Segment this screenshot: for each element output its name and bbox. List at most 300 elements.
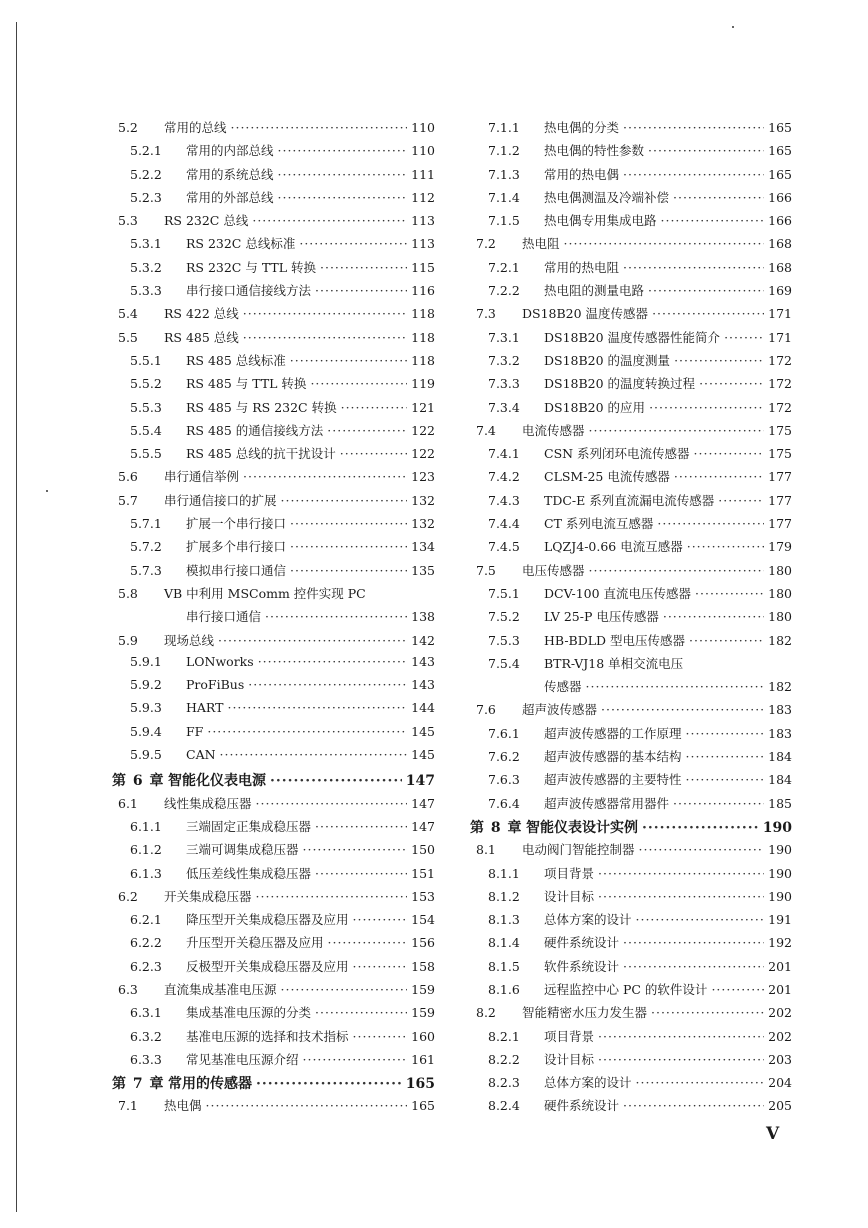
toc-leader-dots: [327, 423, 407, 438]
toc-column-right: [470, 118, 792, 1120]
toc-entry[interactable]: [112, 631, 435, 654]
toc-entry[interactable]: [470, 374, 792, 397]
toc-leader-dots: [598, 1052, 764, 1067]
toc-leader-dots: [564, 236, 764, 251]
toc-entry-title: 常用的系统总线: [186, 166, 274, 182]
toc-entry-number: 7.1.5: [488, 213, 520, 229]
toc-entry-page: 138: [411, 609, 435, 625]
toc-entry-title: LV 25-P 电压传感器: [544, 609, 659, 625]
toc-entry-title: 热电偶: [164, 1098, 202, 1114]
toc-entry-page: 201: [768, 958, 792, 974]
toc-entry[interactable]: [470, 561, 792, 584]
toc-leader-dots: [586, 679, 764, 694]
toc-entry-number: 7.6.2: [488, 749, 520, 765]
toc-entry[interactable]: [470, 840, 792, 863]
toc-entry-title: 热电偶专用集成电路: [544, 213, 657, 229]
toc-entry-number: 7.5.1: [488, 585, 520, 601]
toc-leader-dots: [674, 469, 764, 484]
toc-entry[interactable]: [112, 770, 435, 793]
toc-entry-page: 175: [768, 422, 792, 438]
toc-entry[interactable]: [470, 351, 792, 374]
toc-leader-dots: [340, 446, 407, 461]
toc-entry-page: 205: [768, 1098, 792, 1114]
toc-entry-title: DCV-100 直流电压传感器: [544, 585, 692, 601]
toc-entry-number: 7.3: [476, 306, 496, 322]
toc-leader-dots: [695, 586, 764, 601]
toc-entry-number: 5.3.3: [130, 283, 162, 299]
toc-entry-number: 5.5.5: [130, 446, 162, 462]
toc-entry-title: VB 中利用 MSComm 控件实现 PC: [164, 585, 366, 601]
toc-entry[interactable]: [470, 304, 792, 327]
toc-entry[interactable]: [112, 864, 435, 887]
toc-entry-page: 160: [411, 1028, 435, 1044]
toc-entry-page: 182: [768, 632, 792, 648]
toc-entry[interactable]: [112, 1027, 435, 1050]
toc-entry[interactable]: [470, 537, 792, 560]
toc-entry[interactable]: [112, 165, 435, 188]
toc-entry-title: 低压差线性集成稳压器: [186, 865, 312, 881]
toc-entry[interactable]: [112, 700, 435, 723]
toc-entry[interactable]: [470, 444, 792, 467]
toc-entry-number: 6.1.1: [130, 818, 162, 834]
toc-leader-dots: [303, 842, 407, 857]
toc-entry-number: 5.5.4: [130, 422, 162, 438]
toc-entry-page: 156: [411, 935, 435, 951]
toc-entry[interactable]: [470, 1096, 792, 1119]
toc-entry-title: RS 232C 总线: [164, 213, 249, 229]
toc-leader-dots: [623, 935, 764, 950]
toc-leader-dots: [290, 516, 407, 531]
toc-leader-dots: [686, 726, 764, 741]
toc-entry-title: 硬件系统设计: [544, 1098, 620, 1114]
toc-entry-page: 113: [411, 236, 435, 252]
page-edge-line: [16, 22, 17, 1212]
toc-leader-dots: [303, 1052, 407, 1067]
toc-entry[interactable]: [112, 304, 435, 327]
toc-entry-number: 7.4.4: [488, 516, 520, 532]
toc-entry-number: 6.1.2: [130, 842, 162, 858]
toc-entry[interactable]: [112, 561, 435, 584]
toc-entry-title: 模拟串行接口通信: [186, 562, 287, 578]
toc-entry[interactable]: [470, 677, 792, 700]
toc-entry[interactable]: [112, 980, 435, 1003]
toc-leader-dots: [598, 1029, 764, 1044]
toc-entry-title: CAN: [186, 747, 216, 763]
toc-leader-dots: [256, 1076, 402, 1092]
toc-entry[interactable]: [470, 141, 792, 164]
toc-entry[interactable]: [470, 467, 792, 490]
toc-entry[interactable]: [470, 281, 792, 304]
toc-leader-dots: [601, 702, 764, 717]
toc-entry[interactable]: [470, 631, 792, 654]
toc-entry[interactable]: [112, 910, 435, 933]
toc-entry[interactable]: [470, 1003, 792, 1026]
toc-leader-dots: [315, 283, 407, 298]
toc-leader-dots: [673, 190, 764, 205]
toc-leader-dots: [315, 819, 407, 834]
toc-entry-page: 192: [768, 935, 792, 951]
toc-leader-dots: [320, 260, 407, 275]
toc-entry-number: 7.5: [476, 562, 496, 578]
toc-entry-number: 7.6.3: [488, 772, 520, 788]
toc-leader-dots: [315, 1005, 407, 1020]
toc-entry-number: 8.2: [476, 1005, 496, 1021]
toc-entry-page: 132: [411, 492, 435, 508]
toc-entry[interactable]: [112, 421, 435, 444]
toc-entry-title: 电流传感器: [522, 422, 585, 438]
toc-entry[interactable]: [112, 258, 435, 281]
toc-entry-number: 7.1.2: [488, 143, 520, 159]
toc-leader-dots: [290, 539, 407, 554]
toc-entry-number: 6.3: [118, 981, 138, 997]
toc-entry-page: 116: [411, 283, 435, 299]
toc-entry-title: 电动阀门智能控制器: [522, 842, 635, 858]
toc-entry[interactable]: [470, 700, 792, 723]
toc-entry-number: 8.2.2: [488, 1051, 520, 1067]
toc-entry[interactable]: [470, 817, 792, 840]
toc-leader-dots: [290, 563, 407, 578]
page-folio: V: [766, 1124, 780, 1144]
toc-entry[interactable]: [112, 444, 435, 467]
toc-entry[interactable]: [112, 351, 435, 374]
toc-entry-title: 升压型开关稳压器及应用: [186, 935, 324, 951]
toc-entry-title: RS 422 总线: [164, 306, 239, 322]
toc-entry[interactable]: [470, 887, 792, 910]
toc-entry-title: 智能精密水压力发生器: [522, 1005, 648, 1021]
toc-entry-title: 降压型开关集成稳压器及应用: [186, 912, 349, 928]
toc-entry-number: 5.5.2: [130, 376, 162, 392]
toc-entry-page: 145: [411, 747, 435, 763]
toc-column-left: [112, 118, 435, 1120]
toc-entry-number: 8.1.3: [488, 912, 520, 928]
toc-entry-number: 5.9.5: [130, 747, 162, 763]
toc-entry-page: 180: [768, 609, 792, 625]
toc-entry[interactable]: [470, 1050, 792, 1073]
toc-entry-page: 118: [411, 329, 435, 345]
toc-entry-title: HART: [186, 700, 224, 716]
toc-leader-dots: [623, 260, 764, 275]
toc-entry-page: 166: [768, 213, 792, 229]
toc-entry-number: 5.5: [118, 329, 138, 345]
toc-leader-dots: [657, 516, 764, 531]
toc-leader-dots: [636, 912, 764, 927]
toc-leader-dots: [686, 772, 764, 787]
toc-entry-page: 182: [768, 679, 792, 695]
toc-leader-dots: [270, 773, 402, 789]
toc-leader-dots: [243, 330, 407, 345]
toc-entry-title: 串行接口通信: [186, 609, 262, 625]
toc-entry[interactable]: [112, 234, 435, 257]
toc-leader-dots: [648, 143, 764, 158]
toc-entry-number: 5.8: [118, 585, 138, 601]
toc-entry-page: 171: [768, 306, 792, 322]
toc-entry-title: RS 232C 总线标准: [186, 236, 296, 252]
toc-entry-title: DS18B20 温度传感器: [522, 306, 649, 322]
toc-entry[interactable]: [470, 118, 792, 141]
toc-entry-number: 6.2.3: [130, 958, 162, 974]
toc-entry[interactable]: [112, 957, 435, 980]
toc-entry-page: 172: [768, 352, 792, 368]
toc-entry-number: 5.2.3: [130, 189, 162, 205]
toc-entry[interactable]: [112, 724, 435, 747]
toc-leader-dots: [652, 306, 764, 321]
toc-entry-title: 热电阻的测量电路: [544, 283, 645, 299]
toc-entry-number: 5.5.1: [130, 352, 162, 368]
toc-leader-dots: [231, 120, 407, 135]
toc-leader-dots: [310, 376, 407, 391]
toc-entry-page: 135: [411, 562, 435, 578]
toc-entry-number: 8.1: [476, 842, 496, 858]
toc-entry-title: HB-BDLD 型电压传感器: [544, 632, 686, 648]
toc-entry[interactable]: [112, 328, 435, 351]
toc-entry[interactable]: [112, 537, 435, 560]
toc-entry-title: CLSM-25 电流传感器: [544, 469, 670, 485]
toc-entry[interactable]: [112, 211, 435, 234]
toc-entry[interactable]: [112, 467, 435, 490]
toc-entry-number: 7.3.4: [488, 399, 520, 415]
toc-entry-title: 项目背景: [544, 1028, 595, 1044]
toc-entry[interactable]: [112, 1003, 435, 1026]
toc-entry-title: 硬件系统设计: [544, 935, 620, 951]
toc-entry-page: 190: [768, 888, 792, 904]
toc-entry-page: 123: [411, 469, 435, 485]
toc-entry-page: 121: [411, 399, 435, 415]
toc-entry-number: 5.3: [118, 213, 138, 229]
toc-entry[interactable]: [470, 1073, 792, 1096]
toc-entry[interactable]: [470, 188, 792, 211]
toc-leader-dots: [687, 539, 764, 554]
toc-entry-title: RS 485 的通信接线方法: [186, 422, 324, 438]
toc-entry-title: 串行通信接口的扩展: [164, 492, 277, 508]
toc-entry[interactable]: [470, 491, 792, 514]
toc-entry-title: 热电偶的分类: [544, 120, 620, 135]
toc-entry-page: 169: [768, 283, 792, 299]
toc-leader-dots: [353, 912, 407, 927]
toc-entry[interactable]: [112, 118, 435, 141]
toc-entry-title: 设计目标: [544, 888, 595, 904]
toc-entry[interactable]: [112, 281, 435, 304]
toc-entry[interactable]: [470, 328, 792, 351]
toc-entry-page: 118: [411, 352, 435, 368]
toc-entry[interactable]: [112, 1050, 435, 1073]
toc-entry-title: 超声波传感器常用器件: [544, 795, 670, 811]
toc-entry-page: 144: [411, 700, 435, 716]
toc-entry-number: 7.6.4: [488, 795, 520, 811]
toc-entry-title: 基准电压源的选择和技术指标: [186, 1028, 349, 1044]
toc-entry-number: 6.2.1: [130, 912, 162, 928]
toc-leader-dots: [718, 493, 764, 508]
toc-entry[interactable]: [470, 747, 792, 770]
toc-entry-title: RS 485 与 RS 232C 转换: [186, 399, 337, 415]
toc-leader-dots: [661, 213, 764, 228]
toc-entry[interactable]: [470, 514, 792, 537]
toc-entry[interactable]: [112, 514, 435, 537]
toc-entry-number: 6.1.3: [130, 865, 162, 881]
toc-entry-title: 设计目标: [544, 1051, 595, 1067]
toc-entry-number: 8.1.2: [488, 888, 520, 904]
toc-entry[interactable]: [470, 794, 792, 817]
toc-entry-title: 三端可调集成稳压器: [186, 842, 299, 858]
toc-entry-number: 7.1: [118, 1098, 138, 1114]
toc-entry-page: 134: [411, 539, 435, 555]
toc-entry[interactable]: [112, 584, 435, 607]
toc-entry[interactable]: [112, 817, 435, 840]
toc-leader-dots: [256, 796, 407, 811]
toc-leader-dots: [278, 143, 407, 158]
toc-entry-number: 5.2: [118, 120, 138, 135]
toc-leader-dots: [207, 724, 407, 739]
toc-entry-page: 172: [768, 399, 792, 415]
toc-entry[interactable]: [470, 258, 792, 281]
toc-entry-page: 202: [768, 1005, 792, 1021]
toc-entry-number: 第 8 章: [470, 819, 523, 836]
toc-entry-title: DS18B20 的应用: [544, 399, 646, 415]
toc-entry[interactable]: [470, 933, 792, 956]
toc-leader-dots: [623, 167, 764, 182]
toc-entry-title: CSN 系列闭环电流传感器: [544, 446, 690, 462]
toc-leader-dots: [623, 1098, 764, 1113]
toc-entry-title: 常用的传感器: [168, 1076, 252, 1093]
toc-entry[interactable]: [112, 141, 435, 164]
toc-entry-page: 184: [768, 772, 792, 788]
toc-entry-page: 175: [768, 446, 792, 462]
toc-entry[interactable]: [112, 887, 435, 910]
toc-leader-dots: [220, 747, 407, 762]
toc-entry[interactable]: [112, 933, 435, 956]
toc-entry-number: 6.3.2: [130, 1028, 162, 1044]
toc-leader-dots: [673, 796, 764, 811]
toc-leader-dots: [248, 677, 407, 692]
toc-entry-title: 直流集成基准电压源: [164, 981, 277, 997]
toc-entry-number: 7.5.2: [488, 609, 520, 625]
toc-entry-title: RS 485 总线: [164, 329, 239, 345]
toc-entry-number: 7.3.2: [488, 352, 520, 368]
toc-entry-page: 185: [768, 795, 792, 811]
toc-entry-number: 8.1.4: [488, 935, 520, 951]
toc-entry[interactable]: [470, 607, 792, 630]
toc-entry[interactable]: [470, 980, 792, 1003]
toc-entry-number: 第 7 章: [112, 1076, 165, 1093]
toc-entry[interactable]: [470, 421, 792, 444]
toc-entry-title: 线性集成稳压器: [164, 795, 252, 811]
toc-entry[interactable]: [470, 724, 792, 747]
toc-entry-page: 203: [768, 1051, 792, 1067]
toc-leader-dots: [243, 469, 407, 484]
toc-entry-title: RS 232C 与 TTL 转换: [186, 259, 316, 275]
toc-entry-page: 201: [768, 981, 792, 997]
toc-entry-title: ProFiBus: [186, 677, 245, 693]
toc-entry-page: 177: [768, 516, 792, 532]
toc-leader-dots: [243, 306, 407, 321]
toc-entry-title: TDC-E 系列直流漏电流传感器: [544, 492, 715, 508]
toc-entry[interactable]: [470, 770, 792, 793]
toc-entry-number: 7.2.1: [488, 259, 520, 275]
toc-entry-number: 5.9.2: [130, 677, 162, 693]
toc-entry-title: RS 485 总线的抗干扰设计: [186, 446, 336, 462]
toc-entry-number: 7.3.1: [488, 329, 520, 345]
toc-entry-page: 147: [411, 795, 435, 811]
toc-leader-dots: [711, 982, 764, 997]
toc-entry-number: 5.9: [118, 632, 138, 648]
toc-entry-title: 串行通信举例: [164, 469, 240, 485]
toc-entry[interactable]: [470, 1027, 792, 1050]
toc-leader-dots: [689, 633, 764, 648]
toc-entry[interactable]: [470, 864, 792, 887]
toc-entry[interactable]: [112, 1073, 435, 1096]
toc-entry-page: 158: [411, 958, 435, 974]
toc-entry[interactable]: [112, 840, 435, 863]
toc-entry-number: 8.2.4: [488, 1098, 520, 1114]
toc-entry[interactable]: [112, 188, 435, 211]
toc-entry-title: 开关集成稳压器: [164, 888, 252, 904]
toc-entry-number: 7.2: [476, 236, 496, 252]
toc-entry[interactable]: [470, 910, 792, 933]
toc-entry[interactable]: [112, 491, 435, 514]
toc-entry[interactable]: [470, 957, 792, 980]
toc-entry-title: CT 系列电流互感器: [544, 516, 654, 532]
toc-entry-page: 145: [411, 723, 435, 739]
toc-entry-title: 超声波传感器的工作原理: [544, 725, 682, 741]
toc-leader-dots: [694, 446, 764, 461]
toc-entry-title: FF: [186, 723, 204, 739]
toc-entry-title: 常用的内部总线: [186, 143, 274, 159]
toc-entry-number: 5.6: [118, 469, 138, 485]
toc-entry[interactable]: [112, 747, 435, 770]
toc-entry-title: 常见基准电压源介绍: [186, 1051, 299, 1067]
toc-entry-title: DS18B20 的温度转换过程: [544, 376, 696, 392]
toc-entry-page: 177: [768, 492, 792, 508]
toc-entry[interactable]: [112, 398, 435, 421]
toc-entry-number: 8.2.1: [488, 1028, 520, 1044]
scan-speck: [46, 490, 48, 492]
toc-entry[interactable]: [470, 398, 792, 421]
toc-leader-dots: [328, 935, 407, 950]
toc-entry[interactable]: [112, 374, 435, 397]
toc-entry[interactable]: [470, 654, 792, 677]
toc-leader-dots: [648, 283, 764, 298]
toc-entry-page: 122: [411, 446, 435, 462]
toc-leader-dots: [649, 400, 764, 415]
toc-entry-number: 5.7: [118, 492, 138, 508]
toc-leader-dots: [686, 749, 764, 764]
toc-entry-number: 7.5.3: [488, 632, 520, 648]
toc-entry[interactable]: [112, 1096, 435, 1119]
toc-entry-title: 常用的热电偶: [544, 166, 620, 182]
toc-entry-number: 6.2: [118, 888, 138, 904]
toc-entry[interactable]: [112, 607, 435, 630]
toc-entry-number: 5.4: [118, 306, 138, 322]
toc-entry[interactable]: [112, 654, 435, 677]
toc-entry[interactable]: [470, 211, 792, 234]
toc-entry-number: 7.4.1: [488, 446, 520, 462]
toc-entry-page: 177: [768, 469, 792, 485]
toc-entry-number: 7.4.3: [488, 492, 520, 508]
toc-leader-dots: [278, 167, 407, 182]
toc-entry-page: 179: [768, 539, 792, 555]
toc-entry[interactable]: [470, 165, 792, 188]
toc-entry-number: 7.4: [476, 422, 496, 438]
toc-entry[interactable]: [470, 234, 792, 257]
toc-entry[interactable]: [112, 794, 435, 817]
toc-entry-title: 现场总线: [164, 632, 215, 648]
toc-entry-number: 7.6.1: [488, 725, 520, 741]
toc-entry-number: 5.7.2: [130, 539, 162, 555]
toc-entry[interactable]: [470, 584, 792, 607]
toc-entry-page: 183: [768, 702, 792, 718]
toc-entry-number: 8.1.5: [488, 958, 520, 974]
toc-entry-page: 147: [411, 818, 435, 834]
toc-entry[interactable]: [112, 677, 435, 700]
